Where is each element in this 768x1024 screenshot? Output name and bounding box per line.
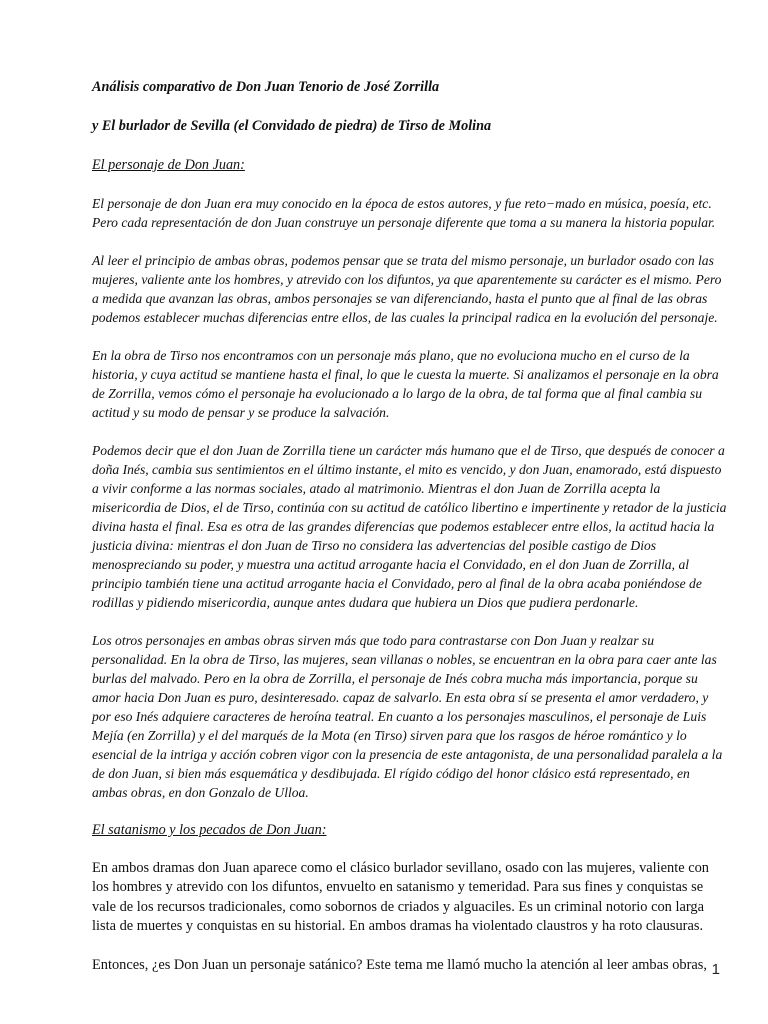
- document-body: [92, 78, 728, 994]
- paragraph-obra-tirso: En la obra de Tirso nos encontramos con un personaje más plano, que no evoluciona mucho en el curso de la historia, y cuya actitud se mantiene hasta el final, lo que le cuesta la muerte. Si analizamos el personaje en la obra de Zorrilla, vemos cómo el personaje ha evolucionado a lo largo de la obra, de tal forma que al final cambia su actitud y su modo de pensar y se produce la salvación.: [92, 348, 719, 420]
- section-heading-personaje: El personaje de Don Juan:: [92, 157, 245, 173]
- paragraph-principio-obras: Al leer el principio de ambas obras, podemos pensar que se trata del mismo personaje, un burlador osado con las mujeres, valiente ante los hombres, y atrevido con los difuntos, ya que aparentemente su carácter es el mismo. Pero a medida que avanzan las obras, ambos personajes se van diferenciando, hasta el punto que al final de las obras podemos establecer muchas diferencias entre ellos, de las cuales la principal radica en la evolución del personaje.: [92, 253, 722, 325]
- paragraph-ambos-dramas: En ambos dramas don Juan aparece como el clásico burlador sevillano, osado con las mujeres, valiente con los hombres y atrevido con los difuntos, envuelto en satanismo y temeridad. Para sus fines y conquistas se vale de los recursos tradicionales, como sobornos de criados y alguaciles. Es un criminal notorio con larga lista de muertes y conquistas en su historial. En ambos dramas ha violentado claustros y ha roto clausuras.: [92, 860, 709, 935]
- document-title-line-2: y El burlador de Sevilla (el Convidado de piedra) de Tirso de Molina: [92, 118, 492, 134]
- section-heading-satanismo: El satanismo y los pecados de Don Juan:: [92, 822, 327, 838]
- paragraph-caracter-humano: Podemos decir que el don Juan de Zorrilla tiene un carácter más humano que el de Tirso, que después de conocer a doña Inés, cambia sus sentimientos en el último instante, el mito es vencido, y don Juan, enamorado, está dispuesto a vivir conforme a las normas sociales, atado al matrimonio. Mientras el don Juan de Zorrilla acepta la misericordia de Dios, el de Tirso, continúa con su actitud de católico libertino e impertinente y retador de la justicia divina hasta el final. Esa es otra de las grandes diferencias que podemos establecer entre ellos, la actitud hacia la justicia divina: mientras el don Juan de Tirso no considera las advertencias del posible castigo de Dios menospreciando su poder, y muestra una actitud arrogante hacia el Convidado, en el don Juan de Zorrilla, al principio también tiene una actitud arrogante hacia el Convidado, pero al final de la obra acaba poniéndose de rodillas y pidiendo misericordia, aunque antes dudara que hubiera un Dios que pudiera perdonarle.: [92, 443, 727, 610]
- paragraph-personaje-satanico: Entonces, ¿es Don Juan un personaje satánico? Este tema me llamó mucho la atención al leer ambas obras,: [92, 956, 707, 973]
- paragraph-otros-personajes: Los otros personajes en ambas obras sirven más que todo para contrastarse con Don Juan y realzar su personalidad. En la obra de Tirso, las mujeres, sean villanas o nobles, se encuentran en la obra para caer ante las burlas del malvado. Pero en la obra de Zorrilla, el personaje de Inés cobra mucha más importancia, porque su amor hacia Don Juan es puro, desinteresado. capaz de salvarlo. En esta obra sí se presenta el amor verdadero, y por eso Inés adquiere caracteres de heroína teatral. En cuanto a los personajes masculinos, el personaje de Luis Mejía (en Zorrilla) y el del marqués de la Mota (en Tirso) sirven para que los rasgos de héroe romántico y lo esencial de la intriga y acción cobren vigor con la presencia de este antagonista, de una personalidad paralela a la de don Juan, si bien más esquemática y desdibujada. El rígido código del honor clásico está representado, en ambas obras, en don Gonzalo de Ulloa.: [92, 633, 723, 800]
- document-title-line-1: Análisis comparativo de Don Juan Tenorio de José Zorrilla: [92, 79, 440, 95]
- paragraph-intro: El personaje de don Juan era muy conocido en la época de estos autores, y fue reto−mado en música, poesía, etc. Pero cada representación de don Juan construye un personaje diferente que toma a su manera la historia popular.: [92, 196, 716, 230]
- page-number: 1: [711, 961, 720, 978]
